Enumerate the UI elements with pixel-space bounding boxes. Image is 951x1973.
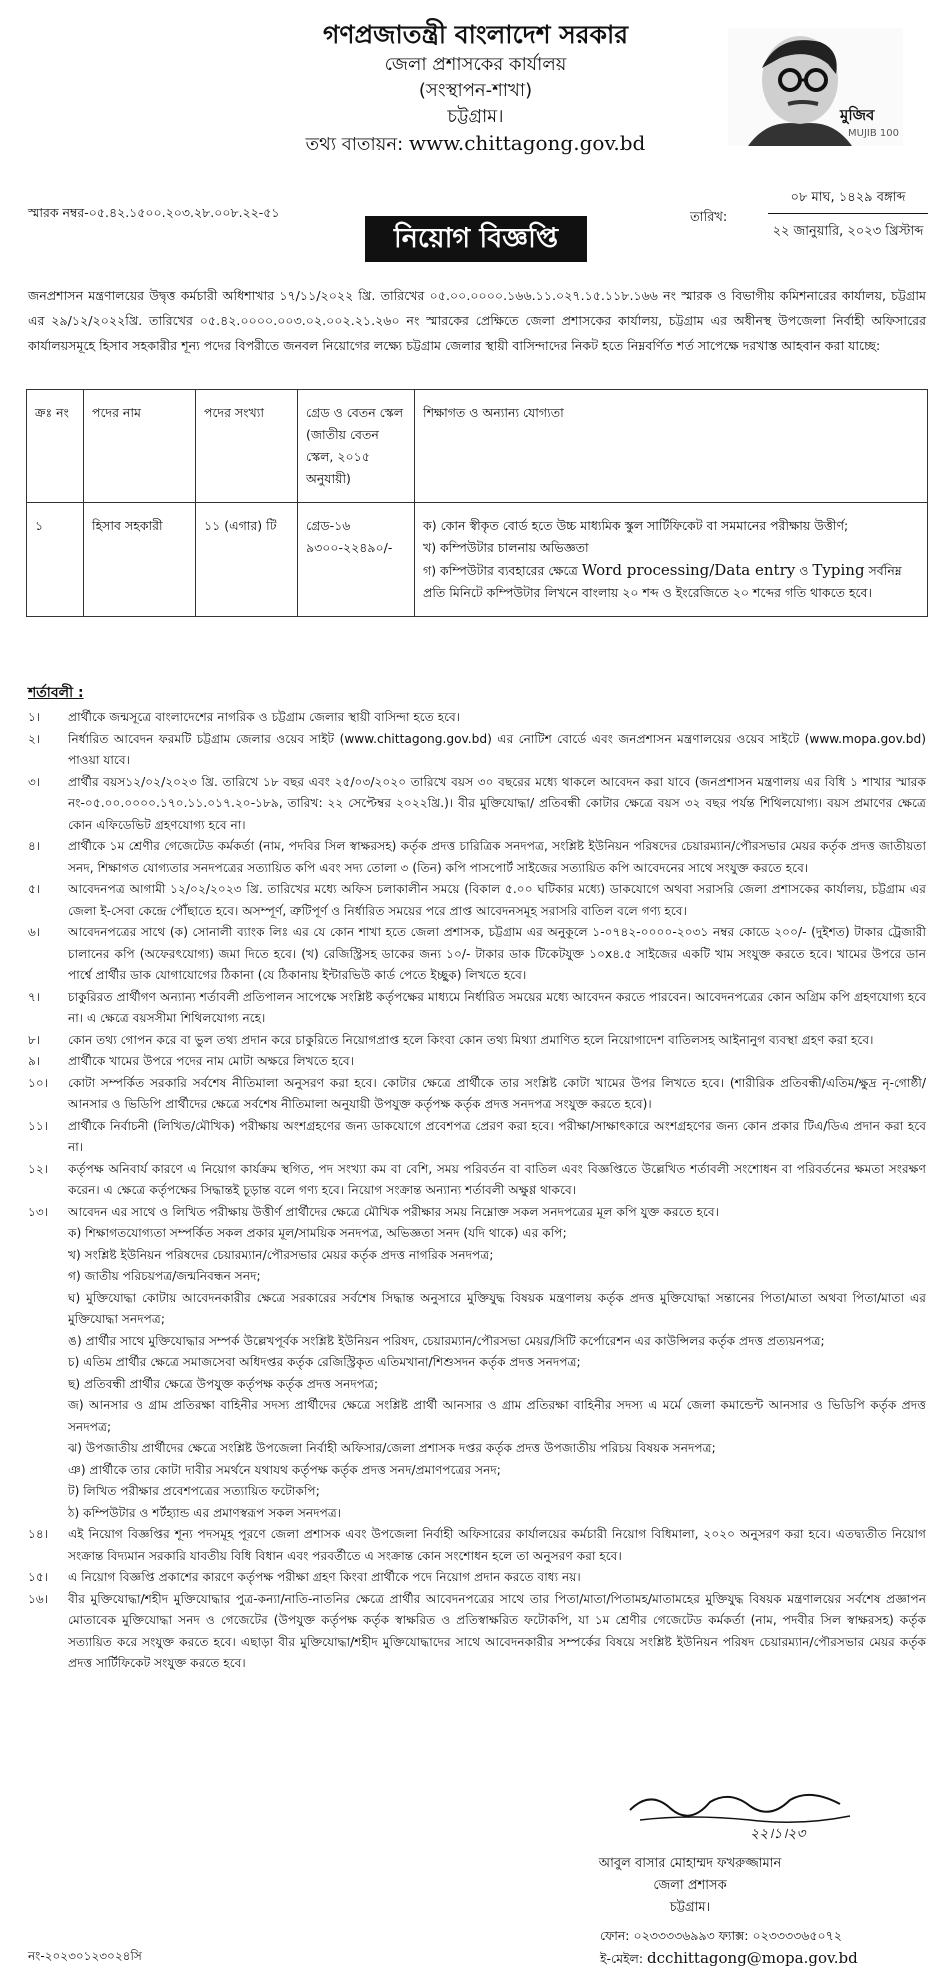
- document-item: জ) আনসার ও গ্রাম প্রতিরক্ষা বাহিনীর সদস্য প্রার্থীদের ক্ষেত্রে সংশ্লিষ্ট প্রার্থী আনসার ও গ্রাম প্রতিরক্ষা বাহিনীর সদস্য এ মর্মে জেলা কমান্ডেন্ট আনসার ও ভিডিপি কর্তৃক প্রদত্ত সনদপত্র;: [68, 1398, 926, 1434]
- list-item: [28, 1030, 926, 1052]
- term-number: ১৪।: [28, 1527, 49, 1541]
- list-item: [28, 987, 926, 1030]
- date-block: [768, 188, 928, 243]
- term-text: কোন তথ্য গোপন করে বা ভুল তথ্য প্রদান করে চাকুরিতে নিয়োগপ্রাপ্ত হলে কিংবা কোন তথ্য মিথ্যা প্রমাণিত হলে নিয়োগাদেশ বাতিলসহ আইনানুগ ব্যবস্থা গ্রহণ করা হবে।: [68, 1032, 874, 1047]
- terms-heading: শর্তাবলী :: [28, 685, 84, 701]
- contact-block: [600, 1925, 920, 1970]
- required-documents-list: [68, 1223, 926, 1524]
- qualification-c-typing: Typing: [812, 561, 865, 579]
- document-item: ঘ) মুক্তিযোদ্ধা কোটায় আবেদনকারীর ক্ষেত্রে সরকারের সর্বশেষ সিদ্ধান্ত অনুসারে মুক্তিযুদ্ধ বিষয়ক মন্ত্রণালয় কর্তৃক প্রদত্ত মুক্তিযোদ্ধা সন্তানের পিতা/মাতা অথবা পিতা/মাতা এর মুক্তিযোদ্ধা সনদপত্র;: [68, 1290, 926, 1326]
- list-item: [28, 836, 926, 879]
- term-number: ১১।: [28, 1118, 49, 1133]
- term-number: ৮।: [28, 1032, 41, 1047]
- grade-value: গ্রেড-১৬: [306, 518, 351, 533]
- term-number: ১।: [28, 710, 41, 724]
- term-text: এই নিয়োগ বিজ্ঞপ্তির শূন্য পদসমূহ পূরণে জেলা প্রশাসক এবং উপজেলা নির্বাহী অফিসারের কার্যালয়ের কর্মচারী নিয়োগ বিধিমালা, ২০২০ অনুসরণ করা হবে। এতদ্ব্যতীত নিয়োগ সংক্রান্ত বিদ্যমান সরকারি যাবতীয় বিধি বিধান এবং পরবর্তীতে এ সংক্রান্ত কোন সংশোধন হলে তা অনুসরণ করা হবে।: [68, 1527, 926, 1563]
- date-english: ২২ জানুয়ারি, ২০২৩ খ্রিস্টাব্দ: [772, 224, 924, 239]
- qualification-b: খ) কম্পিউটার চালনায় অভিজ্ঞতা: [423, 540, 589, 555]
- term-number: ১৬।: [28, 1591, 49, 1606]
- cell-count: ১১ (এগার) টি: [196, 503, 298, 617]
- document-item: ঠ) কম্পিউটার ও শর্টহ্যান্ড এর প্রমাণস্বরূপ সকল সনদপত্র।: [68, 1505, 342, 1520]
- document-item: ক) শিক্ষাগতযোগ্যতা সম্পর্কিত সকল প্রকার মূল/সাময়িক সনদপত্র, অভিজ্ঞতা সনদ (যদি থাকে) এর কপি;: [68, 1226, 567, 1240]
- term-number: ৬।: [28, 925, 41, 939]
- term-number: ১০।: [28, 1075, 49, 1090]
- scale-value: ৯৩০০-২২৪৯০/-: [306, 540, 393, 555]
- list-item: [28, 1524, 926, 1567]
- term-number: ৭।: [28, 989, 41, 1004]
- cell-sl: ১: [27, 503, 84, 617]
- document-item: ট) লিখিত পরীক্ষার প্রবেশপত্রের সত্যায়িত ফটোকপি;: [68, 1484, 320, 1498]
- document-item: গ) জাতীয় পরিচয়পত্র/জন্মনিবন্ধন সনদ;: [68, 1269, 261, 1283]
- document-item: ঝ) উপজাতীয় প্রার্থীদের ক্ষেত্রে সংশ্লিষ্ট উপজেলা নির্বাহী অফিসার/জেলা প্রশাসক দপ্তর কর্তৃক প্রদত্ত উপজাতীয় পরিচয় বিষয়ক সনদপত্র;: [68, 1441, 716, 1455]
- list-item: [28, 922, 926, 987]
- term-text: আবেদনপত্রের সাথে (ক) সোনালী ব্যাংক লিঃ এর যে কোন শাখা হতে জেলা প্রশাসক, চট্টগ্রাম এর অনুকূলে ১-০৭৪২-০০০০-২০৩১ নম্বর কোডে ২০০/- (দুইশত) টাকার ট্রেজারী চালানের কপি (অফেরৎযোগ্য) জমা দিতে হবে। (খ) রেজিস্ট্রিসহ ডাকের জন্য ১০/- টাকার ডাক টিকেটযুক্ত ১০x৪.৫ সাইজের একটি খাম সংযুক্ত করতে হবে। খামের উপরে ডান পার্শ্বে প্রার্থীর ডাক যোগাযোগের ঠিকানা (যে ঠিকানায় ইন্টারভিউ কার্ড পেতে ইচ্ছুক) লিখতে হবে।: [68, 925, 926, 982]
- term-number: ৯।: [28, 1054, 41, 1068]
- table-header-row: [27, 390, 928, 503]
- qualification-c-rest: সর্বনিম্ন প্রতি মিনিটে কম্পিউটার লিখনে বাংলায় ২০ শব্দ ও ইংরেজিতে ২০ শব্দের গতি থাকতে হবে।: [423, 563, 902, 600]
- logo-subtext: MUJIB 100: [848, 128, 899, 139]
- phone-fax: ফোন: ০২৩৩৩৩৬৯৯৩ ফ্যাক্স: ০২৩৩৩৩৬৫০৭২: [600, 1928, 842, 1943]
- document-item: ছ) প্রতিবন্ধী প্রার্থীর ক্ষেত্রে উপযুক্ত কর্তৃপক্ষ কর্তৃক প্রদত্ত সনদপত্র;: [68, 1376, 379, 1391]
- memo-number: স্মারক নম্বর-০৫.৪২.১৫০০.২০৩.২৮.০০৮.২২-৫১: [28, 205, 280, 220]
- term-text: বীর মুক্তিযোদ্ধা/শহীদ মুক্তিযোদ্ধার পুত্র-কন্যা/নাতি-নাতনির ক্ষেত্রে প্রার্থীর আবেদনপত্রের সাথে তার পিতা/মাতা/পিতামহ/মাতামহের মুক্তিযুদ্ধ বিষয়ক মন্ত্রণালয়ের সর্বশেষ প্রজ্ঞাপন মোতাবেক মুক্তিযোদ্ধা সনদ ও গেজেটের (উপযুক্ত কর্তৃপক্ষ কর্তৃক স্বাক্ষরিত ও প্রতিস্বাক্ষরিত ফটোকপি, যা ১ম শ্রেণীর গেজেটেড কর্মকর্তা (নাম, পদবীর সিল স্বাক্ষরসহ) কর্তৃক সত্যায়িত করে সংযুক্ত করতে হবে। এছাড়া বীর মুক্তিযোদ্ধা/শহীদ মুক্তিযোদ্ধাদের সাথে আবেদনকারীর সম্পর্কের বিষয়ে সংশ্লিষ্ট ইউনিয়ন পরিষদ চেয়ারম্যান/পৌরসভার মেয়র কর্তৃক প্রদত্ত সার্টিফিকেট সংযুক্ত করতে হবে।: [68, 1591, 926, 1670]
- term-text: কোটা সম্পর্কিত সরকারি সর্বশেষ নীতিমালা অনুসরণ করা হবে। কোটার ক্ষেত্রে প্রার্থীকে তার সংশ্লিষ্ট কোটা খামের উপর লিখতে হবে। (শারীরিক প্রতিবন্ধী/এতিম/ক্ষুদ্র নৃ-গোষ্ঠী/আনসার ও ভিডিপি প্রার্থীদের ক্ষেত্রে সর্বশেষ নীতিমালা অনুযায়ী উপযুক্ত কর্তৃপক্ষ কর্তৃক প্রদত্ত সনদপত্র সংযুক্ত করতে হবে)।: [68, 1075, 926, 1111]
- list-item: [28, 1051, 926, 1073]
- email-address[interactable]: dcchittagong@mopa.gov.bd: [647, 1949, 858, 1967]
- list-item: [28, 1589, 926, 1675]
- term-number: ১৩।: [28, 1204, 49, 1219]
- term-text: প্রার্থীকে নির্বাচনী (লিখিত/মৌখিক) পরীক্ষায় অংশগ্রহণের জন্য ডাকযোগে প্রবেশপত্র প্রেরণ করা হবে। পরীক্ষা/সাক্ষাৎকারে অংশগ্রহণের জন্য কোন প্রকার টিএ/ডিএ প্রদান করা হবে না।: [68, 1118, 926, 1154]
- cell-grade: [298, 503, 415, 617]
- reference-number: নং-২০২৩০১২৩০২৪সি: [28, 1949, 142, 1963]
- date-label: তারিখ:: [690, 210, 728, 225]
- vacancy-table: [26, 389, 928, 617]
- table-header-count: পদের সংখ্যা: [196, 390, 298, 503]
- cell-qualification: [415, 503, 928, 617]
- intro-paragraph: জনপ্রশাসন মন্ত্রণালয়ের উদ্বৃত্ত কর্মচারী অধিশাখার ১৭/১১/২০২২ খ্রি. তারিখের ০৫.০০.০০০০.১৬৬.১১.০২৭.১৫.১১৮.১৬৬ নং স্মারক ও বিভাগীয় কমিশনারের কার্যালয়, চট্টগ্রাম এর ২৯/১২/২০২২খ্রি. তারিখের ০৫.৪২.০০০০.০০৩.০২.০০২.২১.২৬০ নং স্মারকের প্রেক্ষিতে জেলা প্রশাসকের কার্যালয়, চট্টগ্রাম এর অধীনস্থ উপজেলা নির্বাহী অফিসারের কার্যালয়সমূহে হিসাব সহকারীর শূন্য পদের বিপরীতে জনবল নিয়োগের লক্ষ্যে চট্টগ্রাম জেলার স্থায়ী বাসিন্দাদের নিকট হতে নিম্নবর্ণিত শর্ত সাপেক্ষে দরখাস্ত আহবান করা যাচ্ছে:: [28, 288, 926, 353]
- website-link[interactable]: www.chittagong.gov.bd: [408, 131, 646, 155]
- term-number: ৪।: [28, 839, 41, 853]
- term-number: ৫।: [28, 882, 41, 896]
- list-item: [28, 729, 926, 772]
- office-name: জেলা প্রশাসকের কার্যালয়: [384, 54, 567, 75]
- info-portal-label: তথ্য বাতায়ন:: [305, 134, 404, 155]
- signatory-block: [560, 1853, 820, 1919]
- term-text: আবেদনপত্র আগামী ১২/০২/২০২৩ খ্রি. তারিখের মধ্যে অফিস চলাকালীন সময়ে (বিকাল ৫.০০ ঘটিকার মধ্যে) ডাকযোগে অথবা সরাসরি জেলা প্রশাসকের কার্যালয়, চট্টগ্রাম এর জেলা ই-সেবা কেন্দ্রে পৌঁছাতে হবে। অসম্পূর্ণ, ত্রুটিপূর্ণ ও নির্ধারিত সময়ের পরে প্রাপ্ত আবেদনসমূহ সরাসরি বাতিল বলে গণ্য হবে।: [68, 882, 926, 918]
- list-item: [28, 707, 926, 729]
- mujib-100-logo: [728, 28, 903, 146]
- term-13-intro: আবেদন এর সাথে ও লিখিত পরীক্ষায় উত্তীর্ণ প্রার্থীদের ক্ষেত্রে মৌখিক পরীক্ষার সময় নিম্নোক্ত সকল সনদপত্রের মূল কপি যুক্ত করতে হবে।: [68, 1204, 719, 1219]
- term-number: ১৫।: [28, 1570, 49, 1584]
- list-item: [28, 1567, 926, 1589]
- cell-post: হিসাব সহকারী: [84, 503, 196, 617]
- terms-list: [28, 707, 926, 1675]
- email-line: [600, 1947, 920, 1970]
- signatory-designation: জেলা প্রশাসক: [653, 1878, 727, 1893]
- government-name: গণপ্রজাতন্ত্রী বাংলাদেশ সরকার: [323, 20, 628, 49]
- term-text: প্রার্থীকে জন্মসূত্রে বাংলাদেশের নাগরিক ও চট্টগ্রাম জেলার স্থায়ী বাসিন্দা হতে হবে।: [68, 710, 461, 724]
- list-item: [28, 879, 926, 922]
- document-item: খ) সংশ্লিষ্ট ইউনিয়ন পরিষদের চেয়ারম্যান/পৌরসভার মেয়র কর্তৃক প্রদত্ত নাগরিক সনদপত্র;: [68, 1247, 494, 1262]
- section-name: (সংস্থাপন-শাখা): [418, 80, 533, 101]
- term-text: প্রার্থীর বয়স১২/০২/২০২৩ খ্রি. তারিখে ১৮ বছর এবং ২৫/০৩/২০২০ তারিখে বয়স ৩০ বছরের মধ্যে থাকলে আবেদন করা যাবে (জনপ্রশাসন মন্ত্রণালয় এর বিধি ১ শাখার স্মারক নং-০৫.০০.০০০০.১৭০.১১.০১৭.২০-১৮৯, তারিখ: ২২ সেপ্টেম্বর ২০২২খ্রি.)। বীর মুক্তিযোদ্ধা/ প্রতিবন্ধী কোটার ক্ষেত্রে বয়স ৩২ বছর পর্যন্ত শিথিলযোগ্য। বয়স প্রমাণের ক্ষেত্রে কোন এফিডেভিট গ্রহণযোগ্য হবে না।: [68, 774, 926, 832]
- term-number: ৩।: [28, 774, 41, 789]
- term-number: ১২।: [28, 1161, 49, 1176]
- qualification-c-and: ও: [799, 563, 809, 578]
- document-item: চ) এতিম প্রার্থীর ক্ষেত্রে সমাজসেবা অধিদপ্তর কর্তৃক রেজিস্ট্রিকৃত এতিমখানা/শিশুসদন কর্তৃক প্রদত্ত সনদপত্র;: [68, 1355, 581, 1369]
- email-label: ই-মেইল:: [600, 1951, 644, 1966]
- city-name: চট্টগ্রাম।: [447, 106, 504, 127]
- qualification-c-text: গ) কম্পিউটার ব্যবহারের ক্ষেত্রে: [423, 563, 578, 578]
- list-item: [28, 1202, 926, 1525]
- signature-date: ২২।১।২৩: [750, 1826, 806, 1842]
- table-header-grade: গ্রেড ও বেতন স্কেল (জাতীয় বেতন স্কেল, ২০১৫ অনুযায়ী): [298, 390, 415, 503]
- term-text: [68, 1202, 926, 1525]
- list-item: [28, 1073, 926, 1116]
- list-item: [28, 772, 926, 837]
- term-text: এ নিয়োগ বিজ্ঞপ্তি প্রকাশের কারণে কর্তৃপক্ষ পরীক্ষা গ্রহণ কিংবা প্রার্থীকে পদে নিয়োগ প্রদান করতে বাধ্য নয়।: [68, 1570, 581, 1584]
- table-row: [27, 503, 928, 617]
- logo-text: মুজিব: [840, 106, 875, 124]
- term-number: ২।: [28, 731, 41, 746]
- date-bangla: ০৮ মাঘ, ১৪২৯ বঙ্গাব্দ: [768, 188, 928, 214]
- notice-title: নিয়োগ বিজ্ঞপ্তি: [365, 216, 587, 262]
- document-item: ঞ) প্রার্থীকে তার কোটা দাবীর সমর্থনে যথাযথ কর্তৃপক্ষ কর্তৃক প্রদত্ত সনদ/প্রমাণপত্রের সনদ;: [68, 1462, 501, 1477]
- term-text: প্রার্থীকে খামের উপরে পদের নাম মোটা অক্ষরে লিখতে হবে।: [68, 1054, 355, 1068]
- list-item: [28, 1116, 926, 1159]
- term-text: কর্তৃপক্ষ অনিবার্য কারণে এ নিয়োগ কার্যক্রম স্থগিত, পদ সংখ্যা কম বা বেশি, সময় পরিবর্তন বা বাতিল এবং বিজ্ঞপ্তিতে উল্লেখিত শর্তাবলী সংশোধন বা পরিবর্তনের ক্ষমতা সংরক্ষণ করেন। এ ক্ষেত্রে কর্তৃপক্ষের সিদ্ধান্তই চূড়ান্ত বলে গণ্য হবে। নিয়োগ সংক্রান্ত অন্যান্য শর্তাবলী অক্ষুণ্ণ থাকবে।: [68, 1161, 926, 1197]
- term-text: প্রার্থীকে ১ম শ্রেণীর গেজেটেড কর্মকর্তা (নাম, পদবির সিল স্বাক্ষরসহ) কর্তৃক প্রদত্ত চারিত্রিক সনদপত্র, সংশ্লিষ্ট ইউনিয়ন পরিষদের চেয়ারম্যান/পৌরসভার মেয়র কর্তৃক প্রদত্ত জাতীয়তা সনদ, শিক্ষাগত যোগ্যতার সনদপত্রের সত্যায়িত কপি এবং সদ্য তোলা ৩ (তিন) কপি পাসপোর্ট সাইজের সত্যায়িত কপি আবেদনের সাথে সংযুক্ত করতে হবে।: [68, 839, 926, 875]
- handwritten-signature: [600, 1780, 880, 1842]
- term-text: চাকুরিরত প্রার্থীগণ অন্যান্য শর্তাবলী প্রতিপালন সাপেক্ষে সংশ্লিষ্ট কর্তৃপক্ষের মাধ্যমে নির্ধারিত সময়ের মধ্যে আবেদন করতে পারবেন। আবেদনপত্রের কোন অগ্রিম কপি গ্রহণযোগ্য হবে না। এ ক্ষেত্রে বয়সসীমা শিথিলযোগ্য নহে।: [68, 989, 926, 1025]
- table-header-qualification: শিক্ষাগত ও অন্যান্য যোগ্যতা: [415, 390, 928, 503]
- table-header-post: পদের নাম: [84, 390, 196, 503]
- table-header-sl: ক্রঃ নং: [27, 390, 84, 503]
- qualification-a: ক) কোন স্বীকৃত বোর্ড হতে উচ্চ মাধ্যমিক স্কুল সার্টিফিকেট বা সমমানের পরীক্ষায় উত্তীর্ণ;: [423, 518, 849, 533]
- document-item: ঙ) প্রার্থীর সাথে মুক্তিযোদ্ধার সম্পর্ক উল্লেখপূর্বক সংশ্লিষ্ট ইউনিয়ন পরিষদ, চেয়ারম্যান/পৌরসভা মেয়র/সিটি কর্পোরেশন এর কাউন্সিলর কর্তৃক প্রদত্ত প্রত্যয়নপত্র;: [68, 1333, 825, 1348]
- term-text: নির্ধারিত আবেদন ফরমটি চট্টগ্রাম জেলার ওয়েব সাইট (www.chittagong.gov.bd) এর নোটিশ বোর্ডে এবং জনপ্রশাসন মন্ত্রণালয়ের ওয়েব সাইটে (www.mopa.gov.bd) পাওয়া যাবে।: [68, 731, 926, 767]
- signatory-name: আবুল বাসার মোহাম্মদ ফখরুজ্জামান: [598, 1856, 782, 1871]
- qualification-c-english: Word processing/Data entry: [581, 561, 796, 579]
- list-item: [28, 1159, 926, 1202]
- signatory-place: চট্টগ্রাম।: [669, 1900, 711, 1915]
- qualification-c: [423, 559, 919, 604]
